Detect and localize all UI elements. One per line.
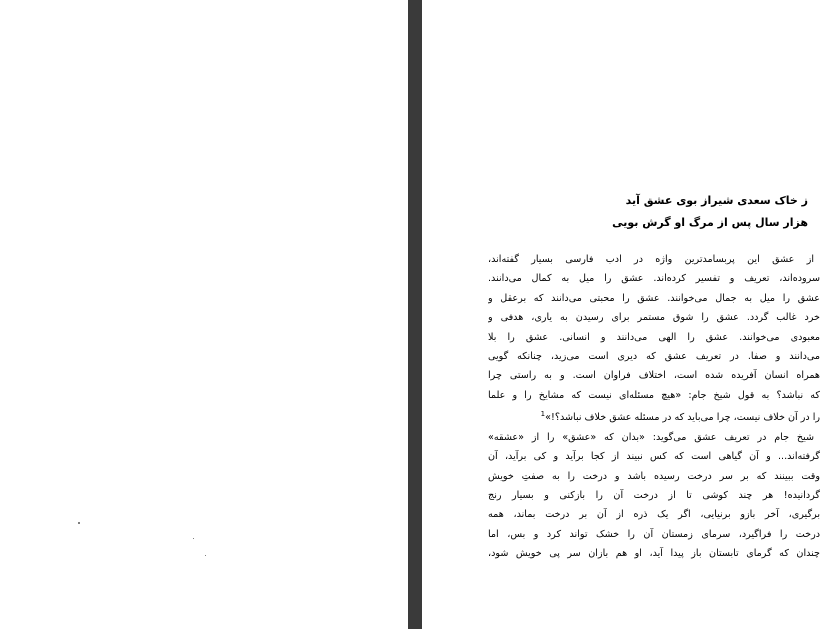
text-line: می‌دانند و صفا. در تعریف عشق که دیری است می‌زید، چنانکه گویی (488, 351, 820, 363)
text-line: از عشق این پربسامدترین واژه در ادب فارسی بسیار گفته‌اند، (488, 254, 814, 265)
text-line: چندان که گرمای تابستان باز پیدا آید، او هم بازان سر پی خویش شود، (488, 548, 820, 560)
book-gutter (408, 0, 422, 629)
text-line: عشق را میل به جمال می‌خوانند. عشق را محبتی می‌دانند که برعقل و (488, 292, 820, 304)
poem-line: ز خاک سعدی شیراز بوی عشق آید (625, 194, 808, 207)
text-line: گرفته‌اند... و آن گیاهی است که کس نبیند از کجا برآید و کی برآید، آن (488, 451, 820, 463)
text-line: شیخ جام در تعریف عشق می‌گوید: «بدان که «عشق» را از «عشقه» (488, 431, 814, 443)
text-line: معبودی می‌خوانند. عشق را الهی می‌دانند و انسانی. عشق را بلا (488, 331, 820, 343)
poem-couplet (488, 190, 808, 234)
text-line: سروده‌اند، تعریف و تفسیر کرده‌اند. عشق را میل به کمال می‌دانند. (488, 273, 820, 285)
text-line-with-footnote (488, 405, 820, 428)
page-content (488, 190, 820, 564)
text-line: خرد غالب گردد. عشق را شوق مستمر برای رسیدن به یاری، هدفی و (488, 312, 820, 324)
body-text (488, 250, 820, 564)
text-line: برگیری، آخر بازو برنیایی، اگر یک ذره از آن بر درخت بماند، همه (488, 509, 820, 521)
poem-line: هزار سال پس از مرگ او گرش بویی (612, 216, 808, 229)
paper-speck (78, 522, 80, 524)
paper-speck (193, 538, 194, 539)
paper-speck (205, 555, 206, 556)
text-line: را در آن خلاف نیست، چرا می‌باید که در مسئله عشق خلاف نباشد؟!» (545, 412, 820, 424)
text-line: وقت ببینند که بر سر درخت رسیده باشد و درخت را به صفتِ خویش (488, 470, 820, 482)
footnote-marker: 1 (540, 410, 546, 419)
right-page (422, 0, 840, 629)
text-line: که نباشد؟ به قول شیخ جام: «هیچ مسئله‌ای نیست که مشایخ را و علما (488, 389, 820, 401)
text-line: همراه انسان آفریده شده است، اختلاف فراوان است. و به راستی چرا (488, 370, 820, 382)
text-line: درخت را فراگیرد، سرمای زمستان آن را خشک تواند کرد و بس، اما (488, 528, 820, 540)
left-page-blank (0, 0, 408, 629)
text-line: گردانیده! هر چند کوشی تا از درخت آن را بازکنی و بسیار رنج (488, 490, 820, 502)
